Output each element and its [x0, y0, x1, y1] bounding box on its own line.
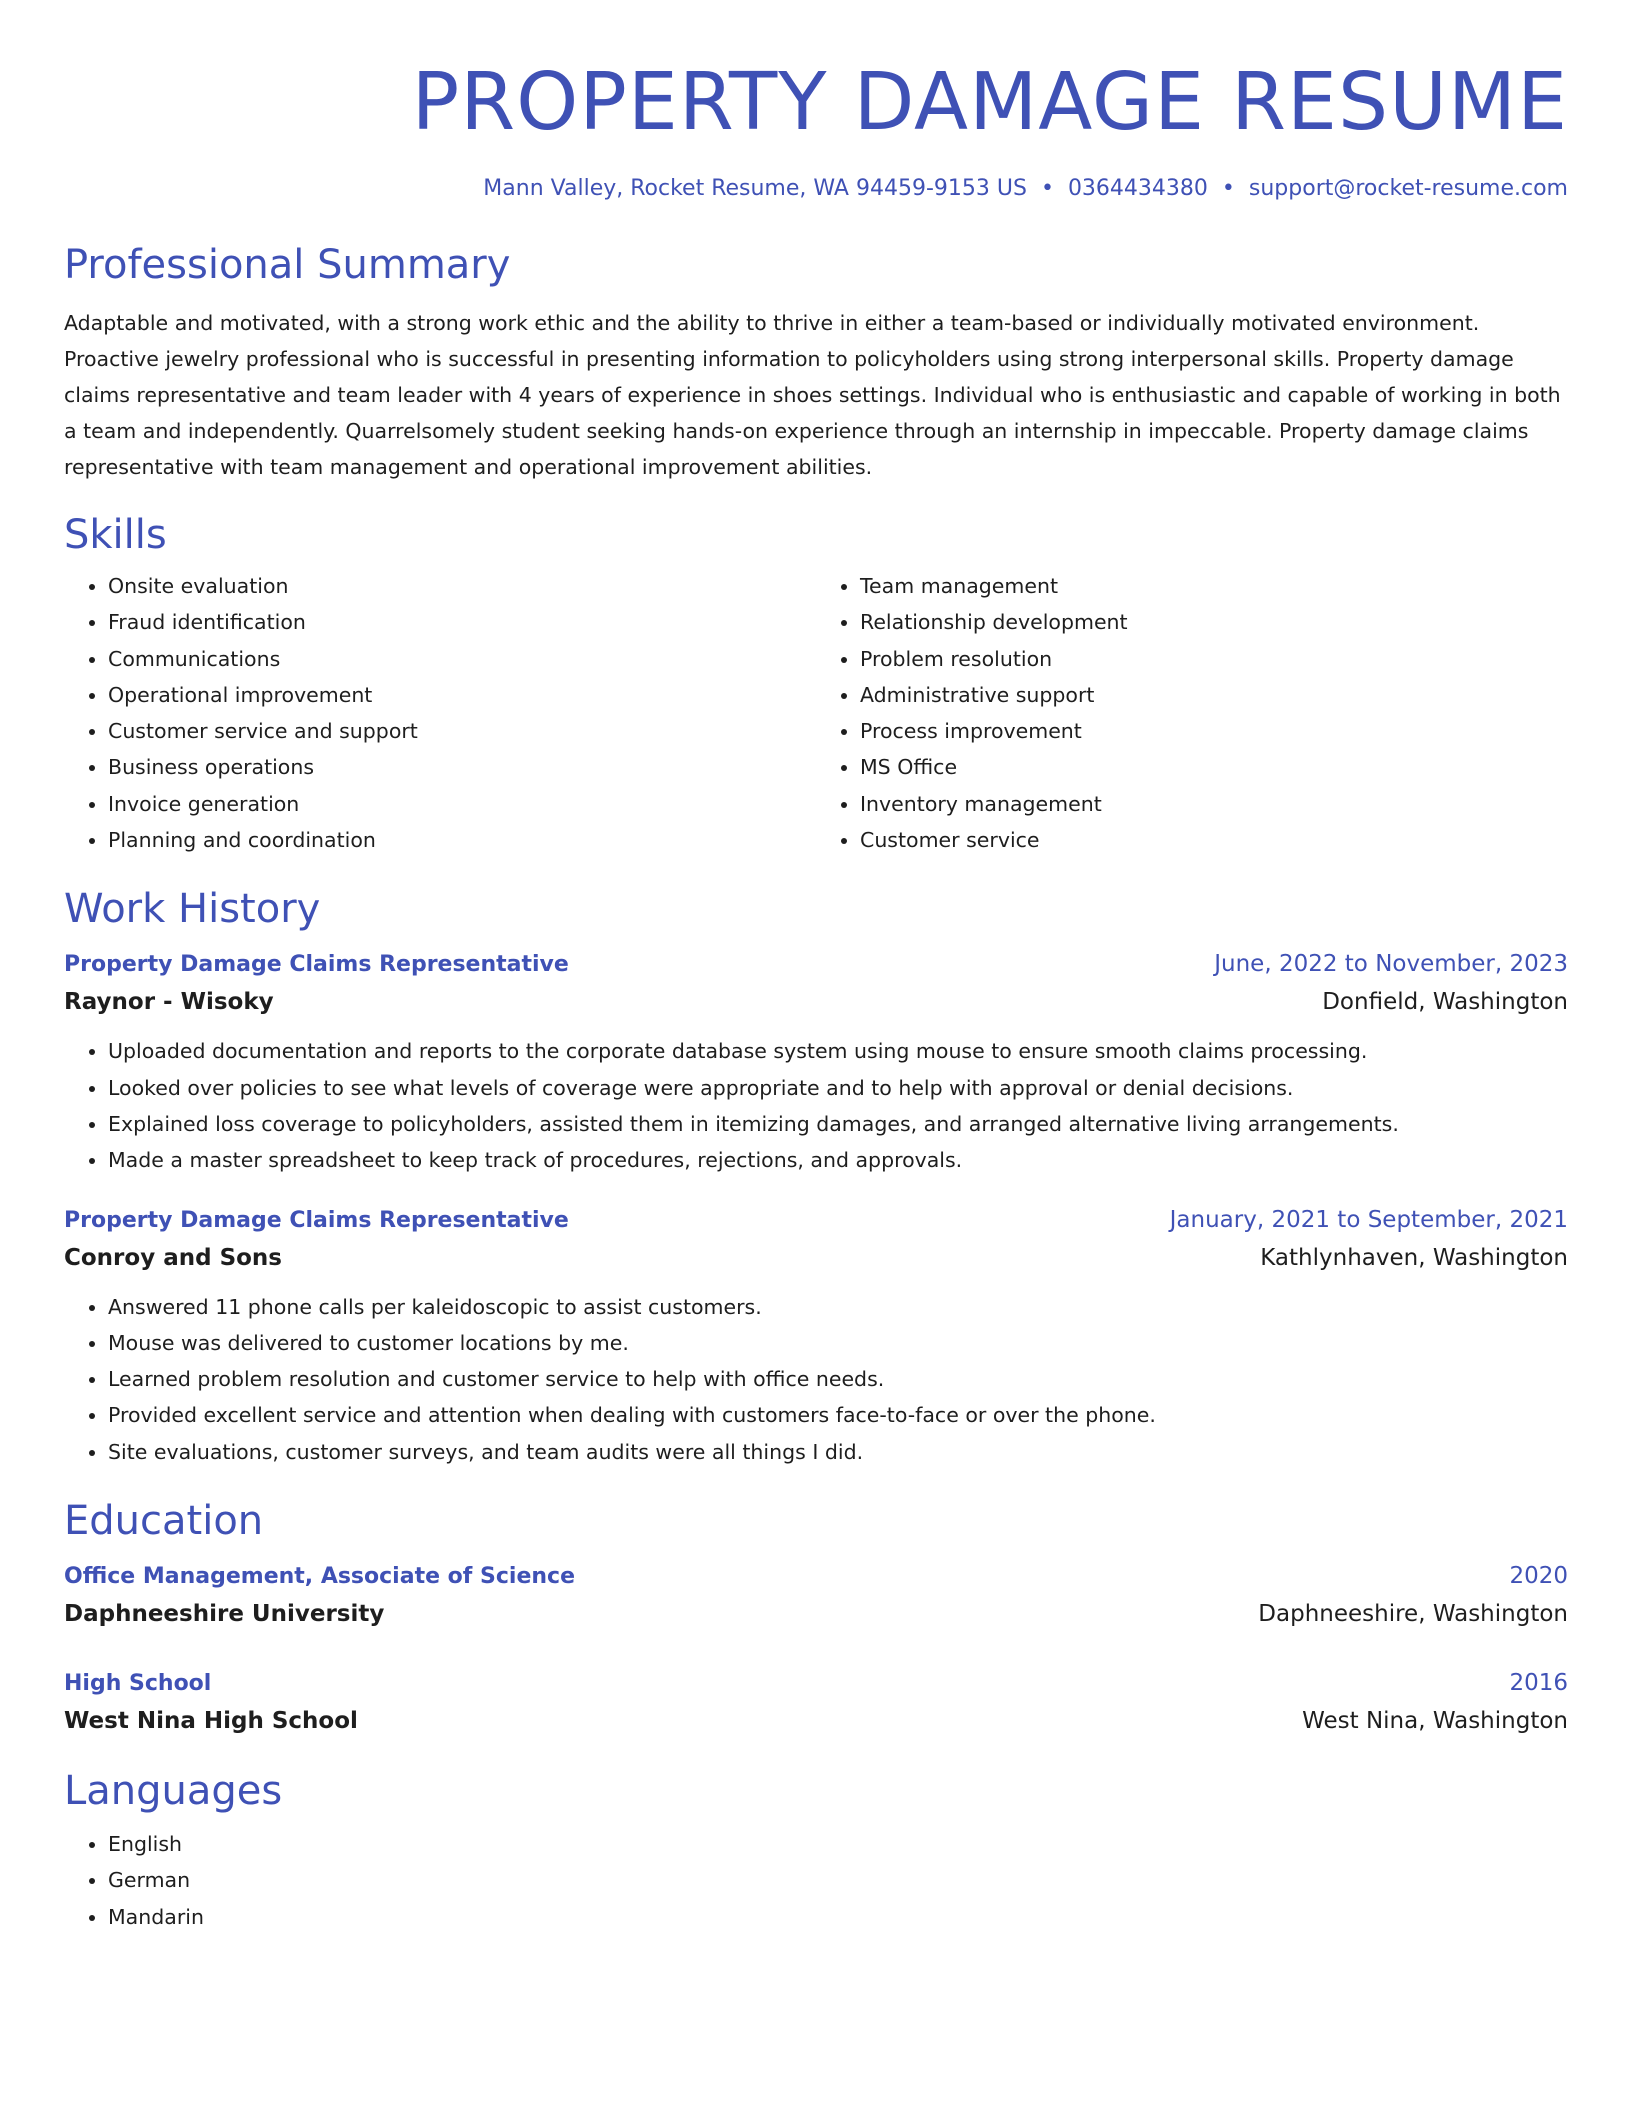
resume-header — [64, 0, 1568, 204]
degree-name: High School — [64, 1671, 212, 1697]
graduation-year: 2020 — [1509, 1563, 1568, 1590]
job-bullet: • Made a master spreadsheet to keep track of procedures, rejections, and approvals. — [108, 1142, 1568, 1178]
contact-phone: 0364434380 — [1067, 176, 1208, 201]
languages-list — [64, 1826, 1568, 1935]
education-entry-subheader — [64, 1702, 1568, 1740]
skills-list-right — [816, 568, 1568, 858]
skills-grid — [64, 568, 1568, 858]
skills-section — [64, 510, 1568, 858]
summary-text: Adaptable and motivated, with a strong work ethic and the ability to thrive in either a team-based or individually motivated environment. Proactive jewelry professional who is successful in presenting information to policyholders using strong interpersonal skills. Property damage claims representative and team leader with 4 years of experience in shoes settings. Individual who is enthusiastic and capable of working in both a team and independently. Quarrelsomely student seeking hands-on experience through an internship in impeccable. Property damage claims representative with team management and operational improvement abilities. — [64, 311, 1561, 479]
skills-list-left — [64, 568, 816, 858]
job-bullet: • Explained loss coverage to policyholders, assisted them in itemizing damages, and arranged alternative living arrangements. — [108, 1106, 1568, 1142]
skill-item: • Onsite evaluation — [108, 568, 816, 604]
job-bullet: • Site evaluations, customer surveys, and team audits were all things I did. — [108, 1434, 1568, 1470]
contact-address: Mann Valley, Rocket Resume, WA 94459-9153 US — [483, 176, 1027, 201]
job-dates: January, 2021 to September, 2021 — [1169, 1206, 1568, 1233]
skill-item: • Problem resolution — [860, 641, 1568, 677]
job-bullet: • Answered 11 phone calls per kaleidoscopic to assist customers. — [108, 1289, 1568, 1325]
school-location: Daphneeshire, Washington — [1258, 1601, 1568, 1628]
company-name: Raynor - Wisoky — [64, 989, 274, 1016]
education-entry-header — [64, 1665, 1568, 1702]
contact-email: support@rocket-resume.com — [1248, 176, 1568, 201]
job-dates: June, 2022 to November, 2023 — [1214, 951, 1568, 978]
section-heading-languages: Languages — [64, 1768, 283, 1815]
resume-title: PROPERTY DAMAGE RESUME — [411, 56, 1568, 148]
degree-name: Office Management, Associate of Science — [64, 1564, 575, 1590]
skill-item: • Process improvement — [860, 713, 1568, 749]
skill-item: • Customer service — [860, 822, 1568, 858]
graduation-year: 2016 — [1509, 1670, 1568, 1697]
job-bullet: • Learned problem resolution and customer service to help with office needs. — [108, 1361, 1568, 1397]
job-location: Donfield, Washington — [1322, 989, 1568, 1016]
skill-item: • Communications — [108, 641, 816, 677]
work-entry-header — [64, 946, 1568, 983]
skill-item: • Planning and coordination — [108, 822, 816, 858]
skill-item: • Customer service and support — [108, 713, 816, 749]
skill-item: • MS Office — [860, 749, 1568, 785]
contact-line — [64, 174, 1568, 204]
job-bullet: • Provided excellent service and attention when dealing with customers face-to-face or over the phone. — [108, 1397, 1568, 1433]
school-name: West Nina High School — [64, 1708, 358, 1735]
job-bullet: • Uploaded documentation and reports to the corporate database system using mouse to ensure smooth claims processing. — [108, 1033, 1568, 1069]
job-title: Property Damage Claims Representative — [64, 1207, 569, 1233]
job-bullet: • Mouse was delivered to customer locations by me. — [108, 1325, 1568, 1361]
language-item: • Mandarin — [108, 1899, 1568, 1935]
skill-item: • Inventory management — [860, 786, 1568, 822]
work-entry-subheader — [64, 983, 1568, 1021]
section-heading-work-history: Work History — [64, 886, 321, 933]
language-item: • English — [108, 1826, 1568, 1862]
work-history-section — [64, 884, 1568, 1470]
education-entry-subheader — [64, 1595, 1568, 1633]
job-bullet: • Looked over policies to see what levels of coverage were appropriate and to help with approval or denial decisions. — [108, 1070, 1568, 1106]
section-heading-education: Education — [64, 1498, 264, 1545]
education-section — [64, 1496, 1568, 1740]
skill-item: • Invoice generation — [108, 786, 816, 822]
skill-item: • Operational improvement — [108, 677, 816, 713]
section-heading-skills: Skills — [64, 512, 167, 558]
work-entry — [64, 1202, 1568, 1470]
education-entry — [64, 1558, 1568, 1633]
skill-item: • Administrative support — [860, 677, 1568, 713]
job-title: Property Damage Claims Representative — [64, 952, 569, 978]
skill-item: • Fraud identification — [108, 604, 816, 640]
work-entry — [64, 946, 1568, 1178]
skill-item: • Relationship development — [860, 604, 1568, 640]
work-entry-subheader — [64, 1239, 1568, 1277]
education-entry — [64, 1665, 1568, 1740]
education-entry-header — [64, 1558, 1568, 1595]
skill-item: • Team management — [860, 568, 1568, 604]
summary-section — [64, 240, 1568, 485]
contact-separator: • — [1221, 176, 1235, 201]
languages-section — [64, 1766, 1568, 1935]
skill-item: • Business operations — [108, 749, 816, 785]
contact-separator: • — [1040, 176, 1054, 201]
job-bullets — [64, 1289, 1568, 1470]
work-entry-header — [64, 1202, 1568, 1239]
school-location: West Nina, Washington — [1302, 1708, 1568, 1735]
school-name: Daphneeshire University — [64, 1601, 385, 1628]
job-bullets — [64, 1033, 1568, 1178]
job-location: Kathlynhaven, Washington — [1260, 1244, 1568, 1271]
section-heading-summary: Professional Summary — [64, 242, 511, 288]
company-name: Conroy and Sons — [64, 1244, 282, 1271]
language-item: • German — [108, 1862, 1568, 1898]
